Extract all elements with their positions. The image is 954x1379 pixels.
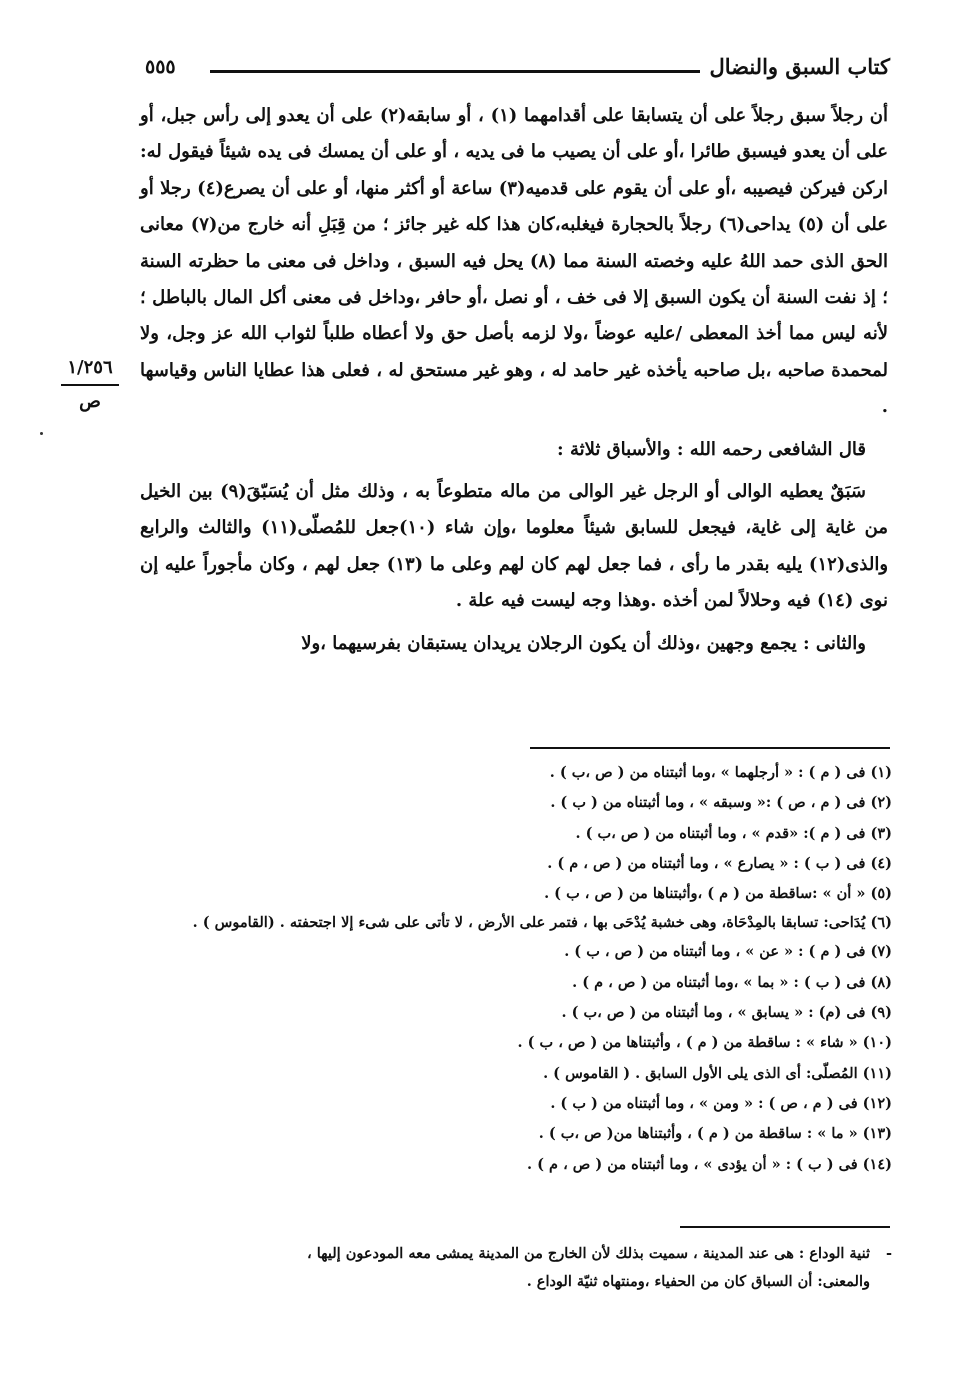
- footnote: (٥) « أن » :ساقطة من ( م ) ،وأثبتناها من ( ص ، ب ) .: [544, 885, 892, 903]
- manuscript-sigil: ص: [79, 391, 101, 412]
- footnote: (١٤) فى ( ب ) : « أن يؤدى » ، وما أثبتناه من ( ص ، م ) .: [527, 1155, 892, 1173]
- main-text: [140, 98, 888, 662]
- footnote: (٣) فى ( م ): «قدم » ، وما أثبتناه من ( ص ،ب ) .: [575, 824, 892, 842]
- footnote: (١١) المُصلّى: أى الذى يلى الأول السابق . ( القاموس ) .: [543, 1064, 892, 1082]
- scan-speck: [40, 432, 43, 435]
- running-header: [145, 54, 890, 90]
- margin-reference: [55, 356, 125, 414]
- bottom-note-line-1: -ثنية الوداع : هى عند المدينة ، سميت بذلك لأن الخارج من المدينة يمشى معه المودعون إليها ،: [140, 1240, 892, 1268]
- paragraph-1: أن رجلاً سبق رجلاً على أن يتسابقا على أقدامهما (١) ، أو سابقه(٢) على أن يعدو إلى رأس جبل، أو على أن يعدو فيسبق طائرا ،أو على أن يصيب ما فى يديه ، أو على أن يمسك فى يده شيئاً فيقول له: اركن فيركن فيصيبه ،أو على أن يقوم على قدميه(٣) ساعة أو أكثر منها، أو على أن يصرع(٤) رجلا أو على أن (٥) يداحى(٦) رجلاً بالحجارة فيغلبه،كان هذا كله غير جائز ؛ من قِبَلِ أنه خارج من(٧) معانى الحق الذى حمد اللهُ عليه وخصته السنة مما (٨) يحل فيه السبق ، وداخل فى معنى ما حظرته السنة ؛ إذ نفت السنة أن يكون السبق إلا فى خف ، أو نصل ،أو حافر ،وداخل فى معنى أكل المال بالباطل ؛ لأنه ليس مما أخذ المعطى /عليه عوضاً ،ولا لزمه بأصل حق ولا أعطاه طلباً لثواب الله عز وجل، ولا لمحمدة صاحبه ،بل صاحبه يأخذه غير حامد له ، وهو غير مستحق له ، فعلى هذا عطايا الناس وقياسها .: [140, 105, 888, 418]
- footnote: (٤) فى ( ب ) : « يصارع » ، وما أثبتناه من ( ص ، م ) .: [547, 854, 892, 872]
- footnotes: [140, 758, 892, 1180]
- paragraph-3: والثانى : يجمع وجهين ،وذلك أن يكون الرجلان يريدان يستبقان بفرسيهما ،ولا: [301, 632, 866, 654]
- page-number: ٥٥٥: [145, 56, 176, 78]
- manuscript-folio: ١/٢٥٦: [67, 357, 113, 378]
- paragraph-2: سَبَقٌ يعطيه الوالى أو الرجل غير الوالى من ماله متطوعاً به ، وذلك مثل أن يُسَبّقَ(٩) بين الخيل من غاية إلى غاية، فيجعل للسابق شيئاً معلوما ،وإن شاء (١٠)جعل للمُصلّى(١١) والثالث والرابع والذى(١٢) يليه بقدر ما رأى ، فما جعل لهم كان لهم وعلى ما (١٣) جعل لهم ، وكان مأجوراً عليه إن نوى (١٤) فيه وحلالاً لمن أخذه .وهذا وجه ليست فيه علة .: [140, 481, 889, 612]
- footnote: (١٠) « شاء » : ساقطة من ( م ) ، وأثبتناها من ( ص ، ب ) .: [517, 1034, 892, 1052]
- footnote: (٧) فى ( م ) : « عن » ، وما أثبتناه من ( ص ، ب ) .: [564, 943, 892, 961]
- header-rule: [210, 70, 700, 73]
- footnote-separator: [530, 747, 890, 749]
- footnote: (٦) يُدَاحى: تسابقا بالمِدْحَاة، وهى خشبة يُدْحَى بها ، فتمر على الأرض ، لا تأتى على شىء إلا اجتحفته . (القاموس ) .: [192, 914, 892, 932]
- footnote: (١٣) « ما » : ساقطة من ( م ) ، وأثبتناها من( ص ،ب ) .: [538, 1125, 892, 1143]
- footnote: (١) فى ( م ) : « أرجلهما » ،وما أثبتناه من ( ص ،ب ) .: [549, 764, 892, 781]
- note-separator: [680, 1226, 890, 1228]
- footnote: (٨) فى ( ب ) : « بما » ،وما أثبتناه من ( ص ، م ) .: [572, 973, 892, 991]
- section-heading: قال الشافعى رحمه الله : والأسباق ثلاثة :: [557, 438, 866, 460]
- footnote: (٢) فى ( م ، ص ) :« وسبقه » ، وما أثبتناه من ( ب ) .: [550, 794, 892, 812]
- margin-rule: [61, 384, 119, 386]
- footnote: (١٢) فى ( م ، ص ) : « ومن » ، وما أثبتناه من ( ب ) .: [550, 1094, 892, 1112]
- book-title: كتاب السبق والنضال: [709, 54, 890, 79]
- bottom-note-line-2: والمعنى: أن السباق كان من الحفياء ،ومنتهاه ثنيّة الوداع .: [526, 1273, 870, 1290]
- footnote: (٩) فى (م) : « يسابق » ، وما أثبتناه من ( ص ،ب ) .: [561, 1004, 892, 1022]
- bottom-note: [140, 1240, 892, 1296]
- note-marker: -: [885, 1245, 892, 1262]
